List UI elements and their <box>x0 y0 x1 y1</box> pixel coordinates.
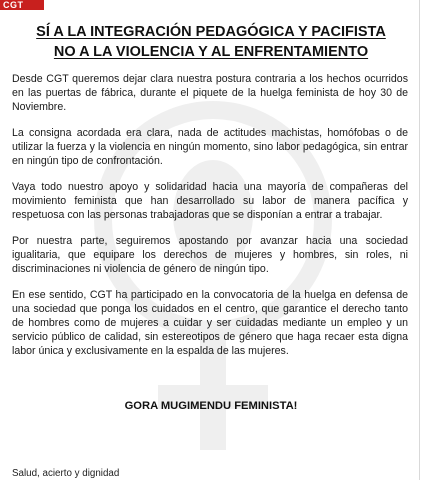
title-line-1: SÍ A LA INTEGRACIÓN PEDAGÓGICA Y PACIFISTA <box>36 24 386 40</box>
closing-line: Salud, acierto y dignidad <box>12 468 120 479</box>
title-line-2: NO A LA VIOLENCIA Y AL ENFRENTAMIENTO <box>53 44 369 60</box>
document-title <box>0 22 422 62</box>
paragraph-2: La consigna acordada era clara, nada de actitudes machistas, homófobas o de utilizar la fuerza y la violencia en ningún momento, sino labor pedagógica, sin entrar en ningún tipo de confrontación. <box>12 127 408 167</box>
paragraph-5: En ese sentido, CGT ha participado en la convocatoria de la huelga en defensa de una sociedad que ponga los cuidados en el centro, que garantice el derecho tanto de hombres como de mujeres a cuidar y ser cuidadas mediante un empleo y un servicio público de calidad, sin estereotipos de género que haga recaer esta digna labor única y exclusivamente en la espalda de las mujeres. <box>12 289 408 357</box>
paragraph-3: Vaya todo nuestro apoyo y solidaridad hacia una mayoría de compañeras del movimiento feminista que han desarrollado su labor de manera pacífica y respetuosa con las personas trabajadoras que se disponían a entrar a trabajar. <box>12 181 408 221</box>
cgt-logo: CGT <box>0 0 44 10</box>
paragraph-4: Por nuestra parte, seguiremos apostando por avanzar hacia una sociedad igualitaria, que equipare los derechos de mujeres y hombres, sin roles, ni discriminaciones ni violencia de género de ningún tipo. <box>12 235 408 275</box>
slogan: GORA MUGIMENDU FEMINISTA! <box>124 400 298 412</box>
paragraph-1: Desde CGT queremos dejar clara nuestra postura contraria a los hechos ocurridos en las puertas de fábrica, durante el piquete de la huelga feminista de hoy 30 de Noviembre. <box>12 73 408 113</box>
statement-body <box>12 72 408 370</box>
